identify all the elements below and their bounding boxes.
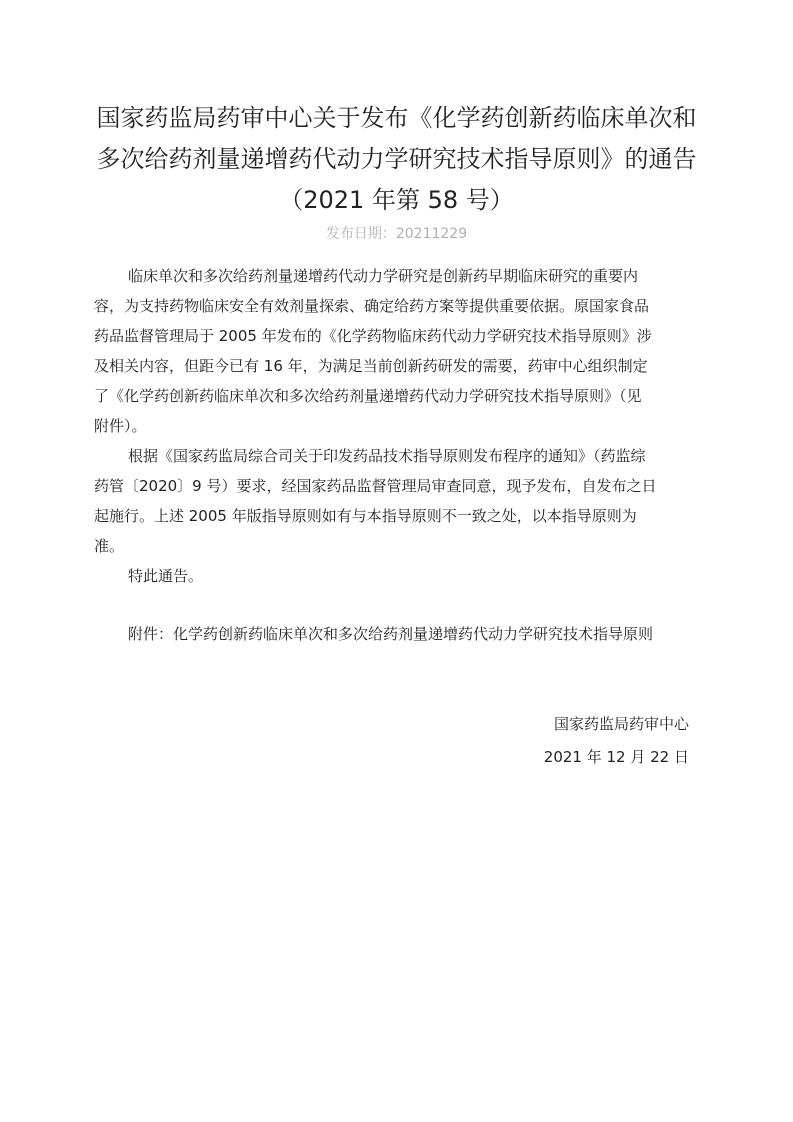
signature-block <box>544 708 689 774</box>
notice-body <box>94 261 704 649</box>
attachment-line: 附件：化学药创新药临床单次和多次给药剂量递增药代动力学研究技术指导原则 <box>128 625 654 643</box>
spacer <box>94 591 704 619</box>
title-line-1: 国家药监局药审中心关于发布《化学药创新药临床单次和 <box>96 104 697 132</box>
paragraph-1-line-6: 附件）。 <box>94 417 147 435</box>
paragraph-1-line-5: 了《化学药创新药临床单次和多次给药剂量递增药代动力学研究技术指导原则》（见 <box>94 387 642 405</box>
closing-line: 特此通告。 <box>128 567 204 585</box>
paragraph-1-line-1: 临床单次和多次给药剂量递增药代动力学研究是创新药早期临床研究的重要内 <box>128 267 639 285</box>
paragraph-1-line-3: 药品监督管理局于 2005 年发布的《化学药物临床药代动力学研究技术指导原则》涉 <box>94 327 652 345</box>
signature-organization: 国家药监局药审中心 <box>553 715 689 733</box>
paragraph-2-line-2: 药管〔2020〕9 号）要求，经国家药品监督管理局审查同意，现予发布，自发布之日 <box>94 477 657 495</box>
publish-date-label: 发布日期： <box>325 226 396 242</box>
title-line-2: 多次给药剂量递增药代动力学研究技术指导原则》的通告 <box>96 145 697 173</box>
publish-date <box>0 224 793 244</box>
paragraph-2-line-3: 起施行。上述 2005 年版指导原则如有与本指导原则不一致之处，以本指导原则为 <box>94 507 637 525</box>
paragraph-1-line-4: 及相关内容，但距今已有 16 年，为满足当前创新药研发的需要，药审中心组织制定 <box>94 357 648 375</box>
signature-date: 2021 年 12 月 22 日 <box>543 748 689 766</box>
paragraph-2-line-4: 准。 <box>94 537 125 555</box>
paragraph-2-line-1: 根据《国家药监局综合司关于印发药品技术指导原则发布程序的通知》（药监综 <box>128 447 646 465</box>
title-line-3: （2021 年第 58 号） <box>279 186 514 214</box>
paragraph-1-line-2: 容，为支持药物临床安全有效剂量探索、确定给药方案等提供重要依据。原国家食品 <box>94 297 650 315</box>
notice-title <box>60 98 733 221</box>
publish-date-value: 20211229 <box>395 226 468 242</box>
